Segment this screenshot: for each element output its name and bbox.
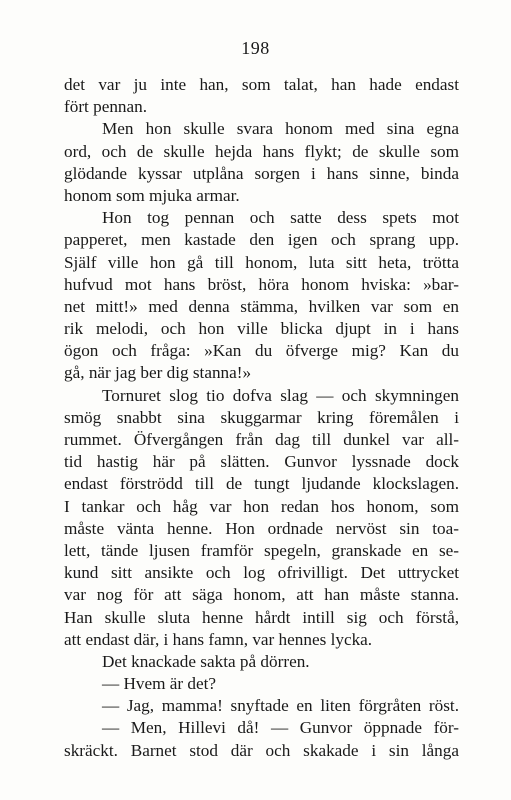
text-line: Det knackade sakta på dörren.	[102, 651, 310, 671]
text-line: ord, och de skulle hejda hans flykt; de skulle som	[64, 141, 459, 161]
text-line: hufvud mot hans bröst, höra honom hviska: »bar-	[64, 274, 459, 294]
text-line: ögon och fråga: »Kan du öfverge mig? Kan du	[64, 341, 459, 361]
text-line: det var ju inte han, som talat, han hade endast	[64, 75, 459, 94]
text-line: Själf ville hon gå till honom, luta sitt heta, trötta	[64, 252, 459, 272]
text-line: var nog för att säga honom, att han måste stanna.	[64, 585, 459, 605]
text-line: papperet, men kastade den igen och sprang upp.	[64, 230, 459, 250]
text-line: Han skulle sluta henne hårdt intill sig och förstå,	[64, 607, 459, 627]
text-line: att endast där, i hans famn, var hennes lycka.	[64, 629, 373, 649]
text-line: måste vänta henne. Hon ordnade nervöst sin toa-	[64, 518, 459, 538]
text-line: Hon tog pennan och satte dess spets mot	[102, 208, 459, 228]
text-line: fört pennan.	[64, 97, 148, 117]
text-line: honom som mjuka armar.	[64, 185, 240, 205]
text-line: endast förströdd till de tungt ljudande klockslagen.	[64, 474, 459, 494]
text-line: skräckt. Barnet stod där och skakade i sin långa	[64, 740, 459, 760]
text-line: net mitt!» med denna stämma, hvilken var som en	[64, 296, 459, 316]
text-line: rummet. Öfvergången från dag till dunkel var all-	[64, 430, 459, 449]
text-line: Tornuret slog tio dofva slag — och skymningen	[102, 385, 459, 405]
text-line: lett, tände ljusen framför spegeln, granskade en se-	[64, 540, 459, 560]
text-line: I tankar och håg var hon redan hos honom, som	[64, 496, 459, 516]
text-line: kund sitt ansikte och log ofrivilligt. Det uttrycket	[64, 563, 459, 583]
text-line: glödande kyssar utplåna sorgen i hans sinne, binda	[64, 163, 459, 183]
text-line: smög snabbt sina skuggarmar kring föremålen i	[64, 407, 459, 427]
text-line: gå, när jag ber dig stanna!»	[64, 363, 252, 383]
text-line: — Hvem är det?	[102, 674, 217, 694]
text-line: — Men, Hillevi då! — Gunvor öppnade för-	[102, 718, 459, 738]
text-line: — Jag, mamma! snyftade en liten förgråten röst.	[102, 696, 459, 716]
text-line: rik melodi, och hon ville blicka djupt in i hans	[64, 319, 459, 339]
text-line: tid hastig här på slätten. Gunvor lyssnade dock	[64, 452, 459, 472]
page-number: 198	[241, 38, 270, 58]
body-text	[64, 74, 459, 762]
text-line: Men hon skulle svara honom med sina egna	[102, 119, 459, 139]
